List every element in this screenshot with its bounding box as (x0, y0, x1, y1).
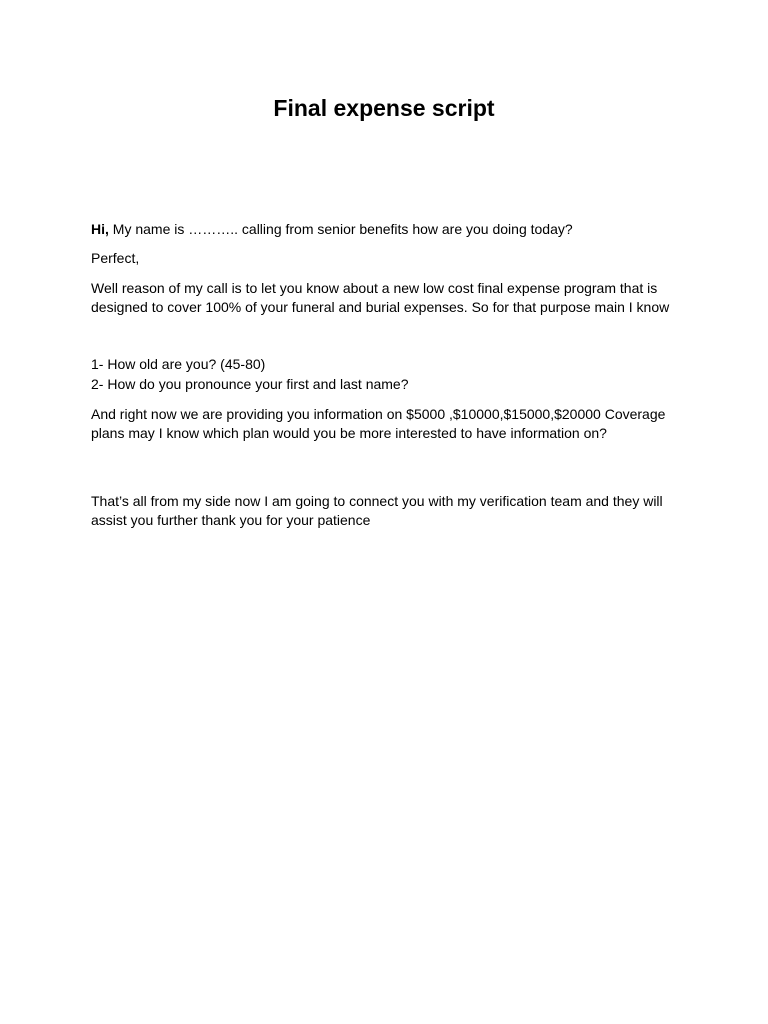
page-title: Final expense script (273, 95, 495, 121)
intro-text: My name is ……….. calling from senior benefits how are you doing today? (108, 221, 573, 237)
greeting-text: Hi, (91, 221, 109, 237)
closing-paragraph: That’s all from my side now I am going to connect you with my verification team and they will assist you further thank you for your patience (91, 493, 663, 528)
question-item: 1- How old are you? (45-80) (91, 356, 266, 372)
question-item: 2- How do you pronounce your first and last name? (91, 376, 409, 392)
plans-paragraph: And right now we are providing you information on $5000 ,$10000,$15000,$20000 Coverage plans may I know which plan would you be more interested to have information on? (91, 406, 666, 441)
intro-paragraph (91, 220, 691, 239)
perfect-paragraph: Perfect, (91, 250, 140, 266)
reason-paragraph: Well reason of my call is to let you know about a new low cost final expense program that is designed to cover 100% of your funeral and burial expenses. So for that purpose main I know (91, 280, 670, 315)
